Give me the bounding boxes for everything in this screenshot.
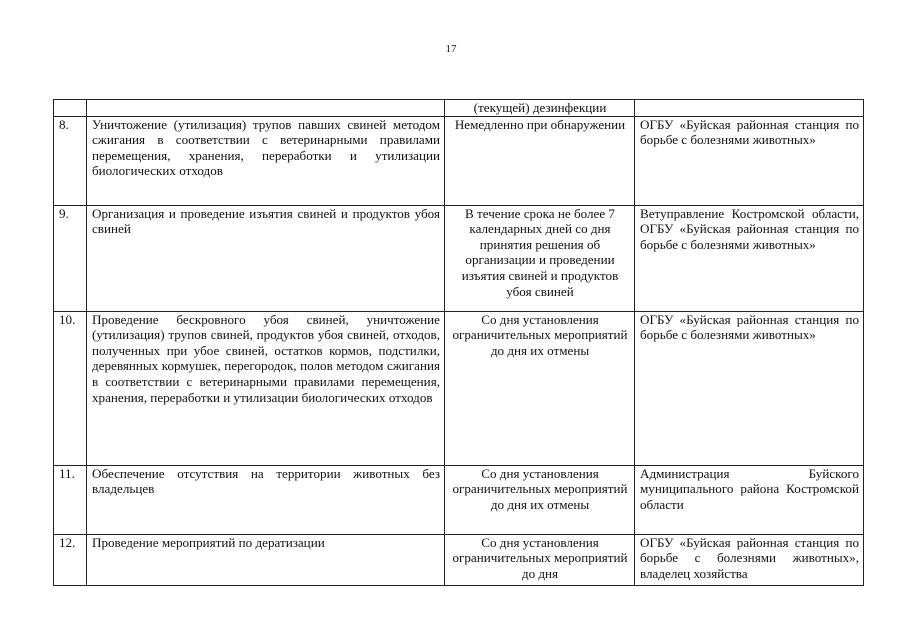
table-row (54, 100, 864, 117)
measures-table (53, 99, 864, 586)
responsible-cell: Администрация Буйского муниципального района Костромской области (635, 465, 864, 534)
table-row (54, 205, 864, 311)
table-row (54, 465, 864, 534)
action-cell: Обеспечение отсутствия на территории животных без владельцев (87, 465, 445, 534)
row-number-cell: 10. (54, 311, 87, 465)
page-number: 17 (445, 43, 457, 55)
term-cell: (текущей) дезинфекции (445, 100, 635, 117)
term-cell: Со дня установления ограничительных мероприятий до дня их отмены (445, 311, 635, 465)
action-cell: Уничтожение (утилизация) трупов павших свиней методом сжигания в соответствии с ветеринарными правилами перемещения, хранения, переработки и утилизации биологических отходов (87, 116, 445, 205)
action-cell: Организация и проведение изъятия свиней и продуктов убоя свиней (87, 205, 445, 311)
responsible-cell: Ветуправление Костромской области, ОГБУ «Буйская районная станция по борьбе с болезнями животных» (635, 205, 864, 311)
action-cell (87, 100, 445, 117)
responsible-cell: ОГБУ «Буйская районная станция по борьбе с болезнями животных», владелец хозяйства (635, 534, 864, 585)
row-number-cell: 12. (54, 534, 87, 585)
term-cell: Со дня установления ограничительных мероприятий до дня (445, 534, 635, 585)
row-number-cell: 9. (54, 205, 87, 311)
table-row (54, 534, 864, 585)
term-cell: В течение срока не более 7 календарных дней со дня принятия решения об организации и проведении изъятия свиней и продуктов убоя свиней (445, 205, 635, 311)
row-number-cell (54, 100, 87, 117)
action-cell: Проведение бескровного убоя свиней, уничтожение (утилизация) трупов свиней, продуктов убоя свиней, отходов, полученных при убое свиней, остатков кормов, подстилки, деревянных кормушек, перегородок, полов методом сжигания в соответствии с ветеринарными правилами перемещения, хранения, переработки и утилизации биологических отходов (87, 311, 445, 465)
responsible-cell (635, 100, 864, 117)
row-number-cell: 11. (54, 465, 87, 534)
responsible-cell: ОГБУ «Буйская районная станция по борьбе с болезнями животных» (635, 311, 864, 465)
table-row (54, 116, 864, 205)
action-cell: Проведение мероприятий по дератизации (87, 534, 445, 585)
term-cell: Со дня установления ограничительных мероприятий до дня их отмены (445, 465, 635, 534)
row-number-cell: 8. (54, 116, 87, 205)
term-cell: Немедленно при обнаружении (445, 116, 635, 205)
responsible-cell: ОГБУ «Буйская районная станция по борьбе с болезнями животных» (635, 116, 864, 205)
table-row (54, 311, 864, 465)
